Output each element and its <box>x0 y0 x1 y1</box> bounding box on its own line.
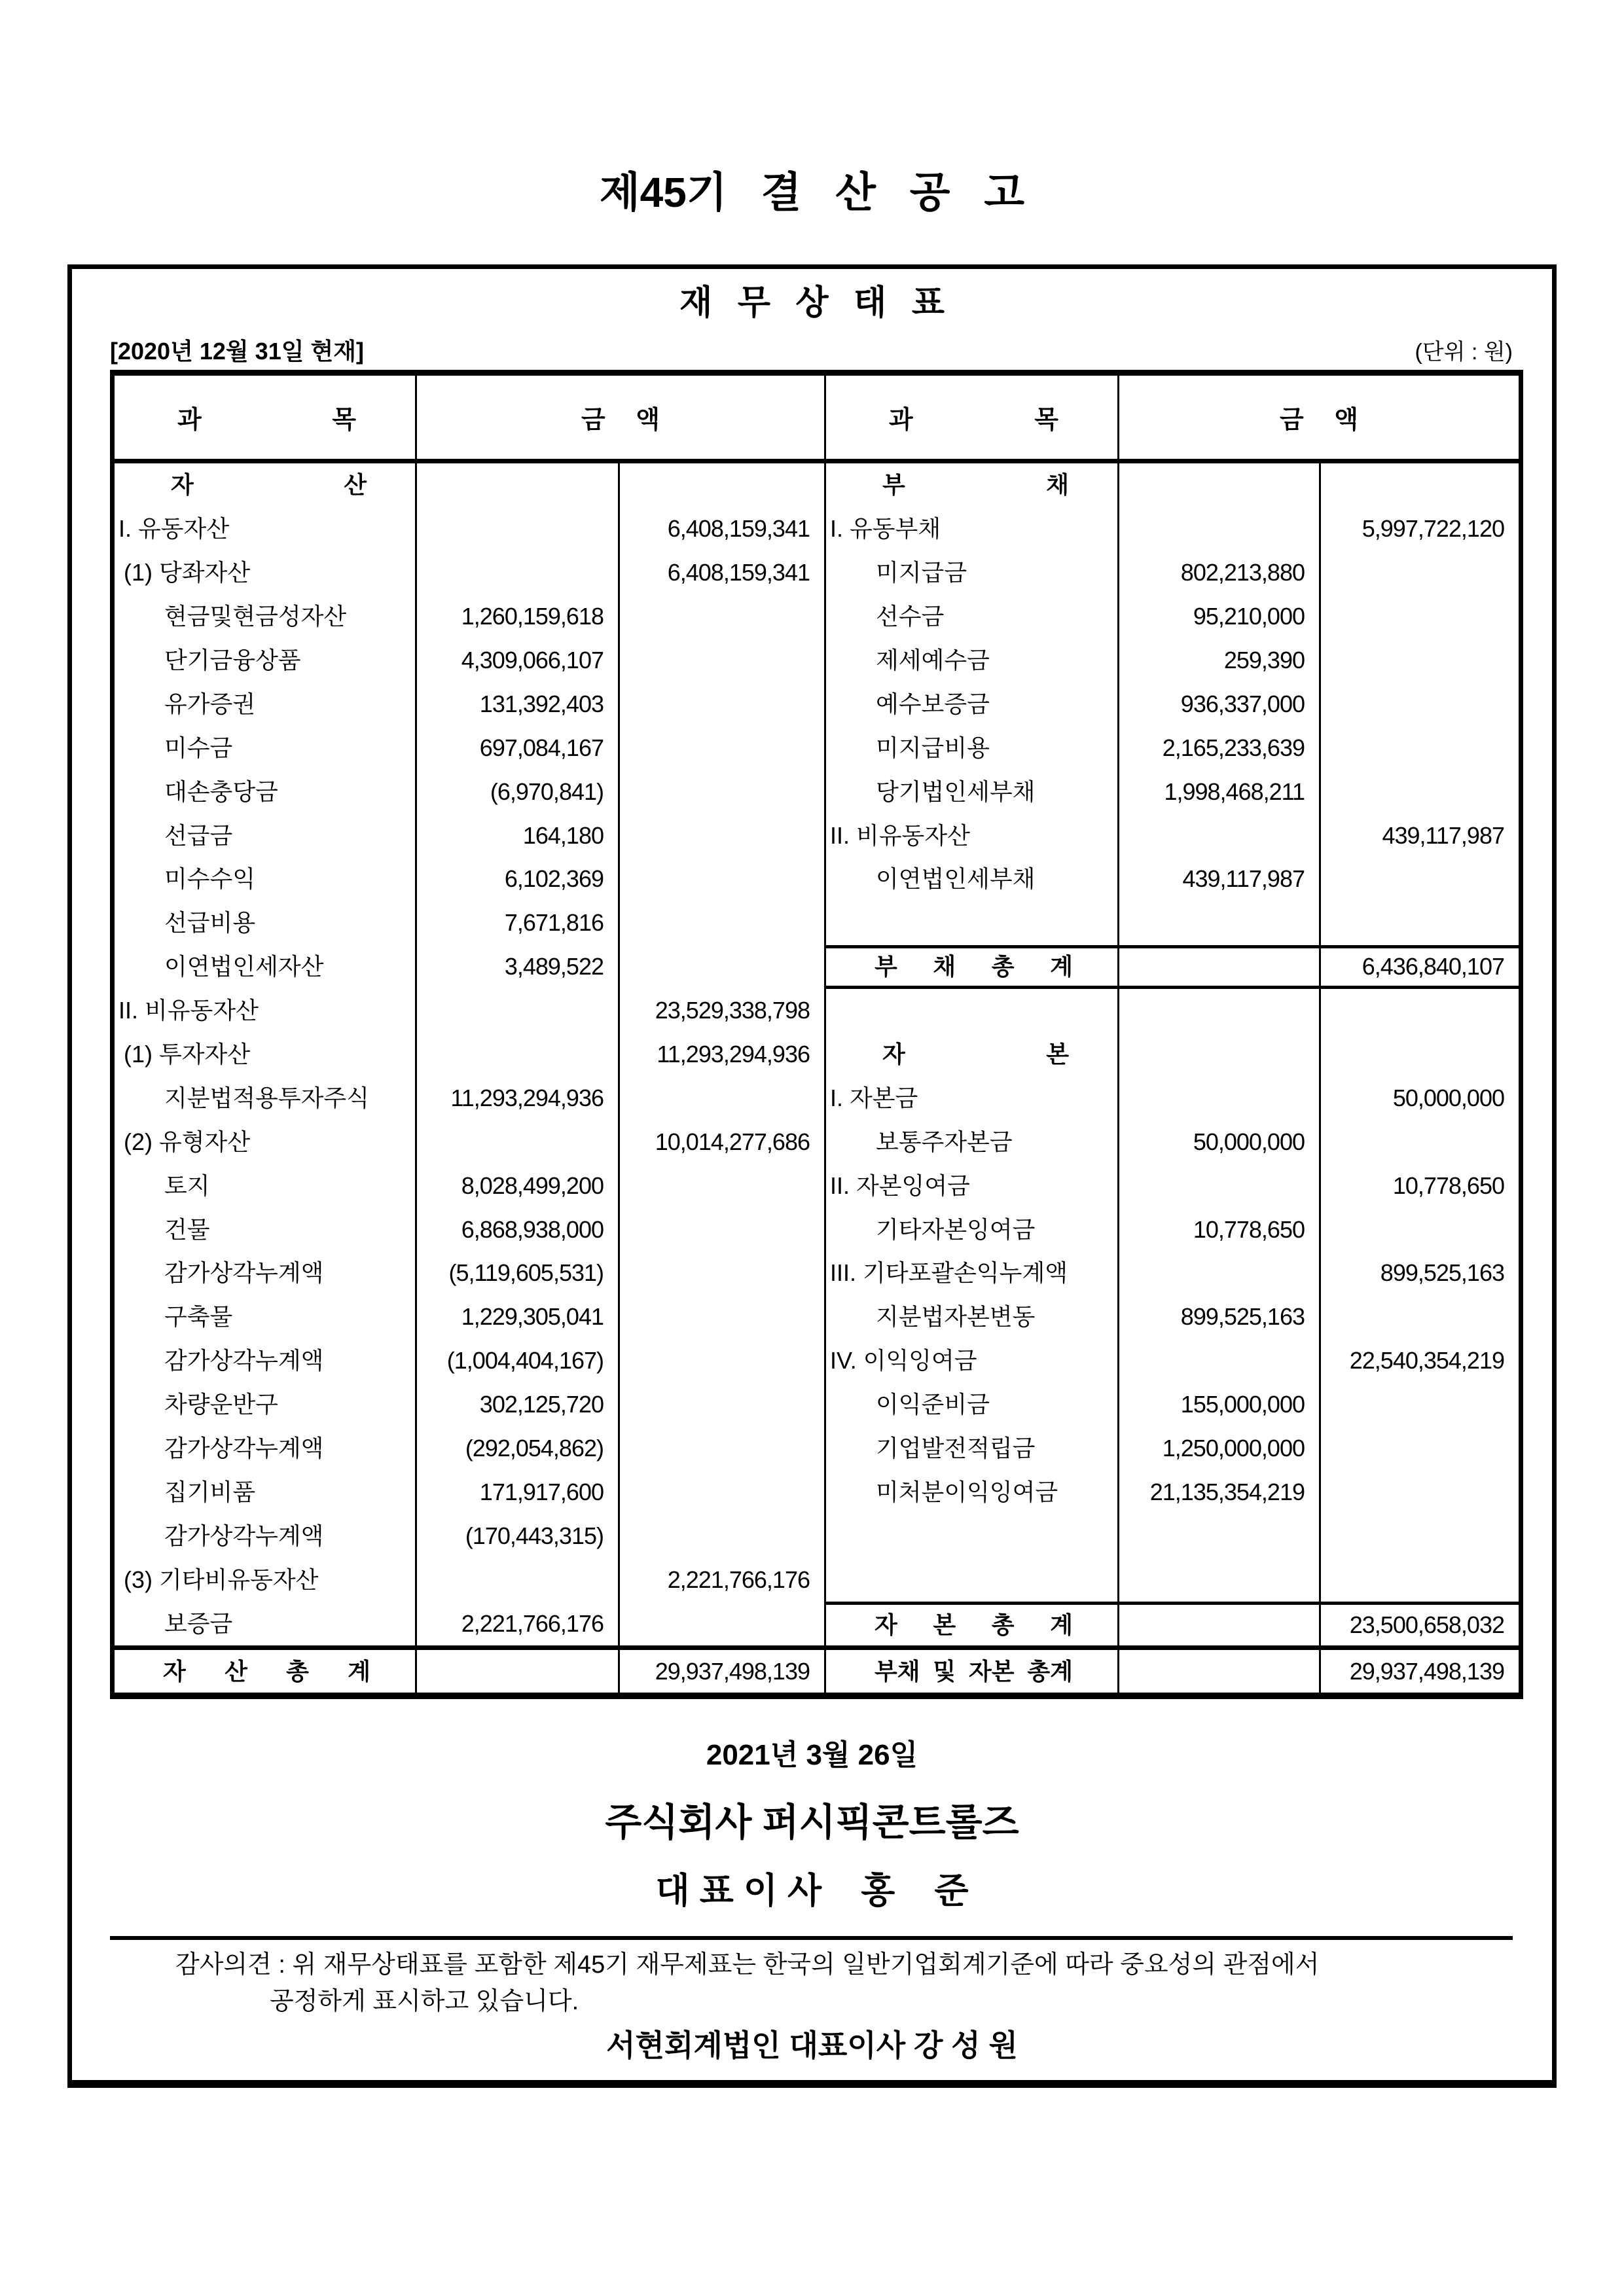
table-row <box>115 901 824 945</box>
amount-subtotal-cell: 5,997,722,120 <box>1362 515 1504 543</box>
amount-detail-cell <box>1119 1605 1321 1645</box>
amount-subtotal-cell: 6,408,159,341 <box>667 559 810 586</box>
amount-subtotal-cell <box>1321 1383 1519 1427</box>
amount-subtotal-cell <box>1321 1558 1519 1602</box>
amount-detail-cell: (5,119,605,531) <box>417 1251 620 1295</box>
item-cell: 기업발전적립금 <box>826 1427 1119 1471</box>
item-cell: 감가상각누계액 <box>115 1339 417 1383</box>
table-row <box>826 551 1519 595</box>
table-row <box>115 507 824 551</box>
table-row <box>826 1208 1519 1251</box>
amount-detail-cell <box>1119 463 1321 507</box>
table-row <box>115 726 824 770</box>
audit-opinion-line1: 감사의견 : 위 재무상태표를 포함한 제45기 재무제표는 한국의 일반기업회계기준에 따라 중요성의 관점에서 <box>175 1951 1320 1979</box>
amount-detail-cell: (6,970,841) <box>417 770 620 814</box>
amount-subtotal-cell: 439,117,987 <box>1382 821 1504 849</box>
table-row <box>826 1558 1519 1602</box>
table-row <box>826 639 1519 683</box>
table-row <box>826 945 1519 989</box>
table-row <box>826 770 1519 814</box>
item-cell <box>826 1514 1119 1558</box>
amount-detail-cell <box>1119 1339 1321 1383</box>
amount-detail-cell <box>417 551 620 595</box>
amount-detail-cell: 802,213,880 <box>1119 551 1321 595</box>
amount-subtotal-cell <box>1321 682 1519 726</box>
item-cell <box>826 989 1119 1033</box>
page-title: 제45기 결 산 공 고 <box>599 169 1025 216</box>
item-cell: 보통주자본금 <box>826 1120 1119 1164</box>
amount-detail-cell <box>1119 1514 1321 1558</box>
item-cell: 이연법인세자산 <box>115 945 417 989</box>
table-row <box>115 1470 824 1514</box>
table-row <box>115 639 824 683</box>
item-cell: 미수금 <box>115 726 417 770</box>
table-row <box>826 595 1519 639</box>
amount-detail-cell: 1,229,305,041 <box>417 1295 620 1339</box>
item-cell: 토지 <box>115 1164 417 1208</box>
item-cell: 이연법인세부채 <box>826 857 1119 901</box>
amount-detail-cell <box>1119 1033 1321 1077</box>
table-row <box>826 507 1519 551</box>
amount-detail-cell: (1,004,404,167) <box>417 1339 620 1383</box>
amount-subtotal-cell: 22,540,354,219 <box>1349 1347 1504 1374</box>
item-cell: 미지급금 <box>826 551 1119 595</box>
table-row <box>826 1164 1519 1208</box>
table-row <box>826 1295 1519 1339</box>
table-row <box>115 1120 824 1164</box>
table-row <box>826 1120 1519 1164</box>
item-cell: 선급비용 <box>115 901 417 945</box>
amount-detail-cell: 1,260,159,618 <box>417 595 620 639</box>
amount-subtotal-cell: 23,500,658,032 <box>1349 1611 1504 1639</box>
item-cell: 유가증권 <box>115 682 417 726</box>
table-row <box>826 1251 1519 1295</box>
table-row <box>826 1514 1519 1558</box>
amount-subtotal-cell <box>620 682 824 726</box>
amount-subtotal-cell <box>1321 770 1519 814</box>
table-row <box>826 901 1519 945</box>
table-row <box>115 1645 824 1693</box>
item-cell: IV. 이익잉여금 <box>826 1339 1119 1383</box>
item-cell: 현금및현금성자산 <box>115 595 417 639</box>
amount-subtotal-cell: 29,937,498,139 <box>655 1657 810 1685</box>
table-row <box>826 857 1519 901</box>
amount-subtotal-cell <box>1321 1295 1519 1339</box>
item-cell: (1) 투자자산 <box>115 1033 417 1077</box>
table-row <box>826 1383 1519 1427</box>
amount-detail-cell: 936,337,000 <box>1119 682 1321 726</box>
amount-subtotal-cell: 23,529,338,798 <box>655 997 810 1024</box>
as-of-date: [2020년 12월 31일 현재] <box>110 338 365 365</box>
meta-row <box>110 340 1513 363</box>
item-cell: 부 채 총 계 <box>826 948 1119 986</box>
amount-subtotal-cell <box>620 726 824 770</box>
item-cell: (3) 기타비유동자산 <box>115 1558 417 1602</box>
amount-subtotal-cell <box>620 1339 824 1383</box>
amount-detail-cell <box>417 507 620 551</box>
item-cell: 부 채 <box>826 463 1119 507</box>
amount-subtotal-cell: 10,778,650 <box>1392 1172 1504 1199</box>
amount-subtotal-cell <box>1321 726 1519 770</box>
table-row <box>115 1558 824 1602</box>
item-cell: I. 유동부채 <box>826 507 1119 551</box>
table-row <box>115 1383 824 1427</box>
liabilities-header-row <box>826 376 1519 463</box>
unit-note: (단위 : 원) <box>1415 340 1513 365</box>
amount-subtotal-cell: 6,436,840,107 <box>1362 953 1504 980</box>
amount-detail-cell: 164,180 <box>417 814 620 857</box>
amount-detail-cell: 4,309,066,107 <box>417 639 620 683</box>
amount-subtotal-cell <box>1321 989 1519 1033</box>
amount-detail-cell <box>1119 901 1321 945</box>
amount-detail-cell <box>1119 1558 1321 1602</box>
amount-subtotal-cell: 50,000,000 <box>1392 1084 1504 1111</box>
item-column-header: 과 목 <box>115 376 417 459</box>
item-cell: (1) 당좌자산 <box>115 551 417 595</box>
assets-table-half <box>115 376 826 1693</box>
item-cell: 기타자본잉여금 <box>826 1208 1119 1251</box>
item-cell: 단기금융상품 <box>115 639 417 683</box>
report-box <box>67 264 1557 2088</box>
amount-subtotal-cell <box>620 770 824 814</box>
table-row <box>115 989 824 1033</box>
item-cell: 자 산 <box>115 463 417 507</box>
amount-detail-cell: 1,998,468,211 <box>1119 770 1321 814</box>
amount-subtotal-cell <box>620 1251 824 1295</box>
item-cell: II. 자본잉여금 <box>826 1164 1119 1208</box>
item-cell: 당기법인세부채 <box>826 770 1119 814</box>
amount-subtotal-cell <box>620 901 824 945</box>
item-cell: I. 유동자산 <box>115 507 417 551</box>
item-cell: 선급금 <box>115 814 417 857</box>
amount-subtotal-cell <box>620 1427 824 1471</box>
table-row <box>115 682 824 726</box>
company-name: 주식회사 퍼시픽콘트롤즈 <box>605 1801 1019 1844</box>
amount-detail-cell <box>417 1650 620 1693</box>
item-cell: 감가상각누계액 <box>115 1251 417 1295</box>
amount-subtotal-cell <box>620 595 824 639</box>
item-cell: II. 비유동자산 <box>826 814 1119 857</box>
amount-subtotal-cell <box>620 1470 824 1514</box>
item-cell: 선수금 <box>826 595 1119 639</box>
amount-column-header: 금 액 <box>581 406 660 434</box>
table-row <box>115 595 824 639</box>
item-cell: 감가상각누계액 <box>115 1427 417 1471</box>
item-cell: II. 비유동자산 <box>115 989 417 1033</box>
amount-subtotal-cell <box>620 857 824 901</box>
amount-subtotal-cell <box>620 1602 824 1645</box>
amount-subtotal-cell: 29,937,498,139 <box>1349 1657 1504 1685</box>
item-cell: 제세예수금 <box>826 639 1119 683</box>
amount-detail-cell: 2,221,766,176 <box>417 1602 620 1645</box>
amount-column-header: 금 액 <box>1280 406 1358 434</box>
assets-rows <box>115 463 824 1693</box>
amount-detail-cell: 439,117,987 <box>1119 857 1321 901</box>
amount-subtotal-cell <box>1321 1470 1519 1514</box>
table-row <box>826 1470 1519 1514</box>
liabilities-equity-rows <box>826 463 1519 1693</box>
amount-detail-cell: 95,210,000 <box>1119 595 1321 639</box>
item-cell: 부채 및 자본 총계 <box>826 1650 1119 1693</box>
amount-detail-cell: 899,525,163 <box>1119 1295 1321 1339</box>
amount-subtotal-cell <box>1321 1427 1519 1471</box>
amount-detail-cell <box>1119 507 1321 551</box>
amount-detail-cell: 155,000,000 <box>1119 1383 1321 1427</box>
table-row <box>115 1164 824 1208</box>
table-row <box>115 770 824 814</box>
item-cell: 자 본 <box>826 1033 1119 1077</box>
amount-detail-cell <box>1119 1251 1321 1295</box>
item-cell: (2) 유형자산 <box>115 1120 417 1164</box>
item-cell: 예수보증금 <box>826 682 1119 726</box>
item-cell: 건물 <box>115 1208 417 1251</box>
table-row <box>826 1076 1519 1120</box>
table-row <box>826 1427 1519 1471</box>
auditor-signature: 서현회계법인 대표이사 강 성 원 <box>606 2028 1018 2062</box>
item-cell: 보증금 <box>115 1602 417 1645</box>
item-cell: 미수수익 <box>115 857 417 901</box>
footer-divider <box>110 1936 1513 1940</box>
amount-detail-cell: 171,917,600 <box>417 1470 620 1514</box>
amount-subtotal-cell <box>620 1076 824 1120</box>
amount-detail-cell: 1,250,000,000 <box>1119 1427 1321 1471</box>
amount-detail-cell: 3,489,522 <box>417 945 620 989</box>
amount-subtotal-cell <box>620 1208 824 1251</box>
balance-sheet-table <box>110 370 1523 1699</box>
table-row <box>115 1339 824 1383</box>
amount-detail-cell: 10,778,650 <box>1119 1208 1321 1251</box>
amount-subtotal-cell <box>620 1164 824 1208</box>
amount-detail-cell <box>417 1120 620 1164</box>
item-cell: 자 산 총 계 <box>115 1650 417 1693</box>
table-row <box>115 1427 824 1471</box>
item-column-header: 과 목 <box>826 376 1119 459</box>
amount-subtotal-cell <box>620 945 824 989</box>
amount-subtotal-cell <box>1321 639 1519 683</box>
item-cell: 이익준비금 <box>826 1383 1119 1427</box>
amount-subtotal-cell: 6,408,159,341 <box>667 515 810 543</box>
amount-detail-cell <box>1119 989 1321 1033</box>
item-cell: 차량운반구 <box>115 1383 417 1427</box>
amount-detail-cell: 2,165,233,639 <box>1119 726 1321 770</box>
amount-detail-cell <box>417 1558 620 1602</box>
amount-detail-cell <box>1119 948 1321 986</box>
table-row <box>115 945 824 989</box>
amount-detail-cell: 6,102,369 <box>417 857 620 901</box>
table-row <box>115 551 824 595</box>
amount-subtotal-cell <box>1321 463 1519 507</box>
amount-detail-cell: 7,671,816 <box>417 901 620 945</box>
item-cell: 구축물 <box>115 1295 417 1339</box>
assets-header-row <box>115 376 824 463</box>
item-cell <box>826 1558 1119 1602</box>
amount-detail-cell: 8,028,499,200 <box>417 1164 620 1208</box>
item-cell: 감가상각누계액 <box>115 1514 417 1558</box>
amount-detail-cell: 50,000,000 <box>1119 1120 1321 1164</box>
table-row <box>115 1033 824 1077</box>
amount-detail-cell <box>417 463 620 507</box>
item-cell: I. 자본금 <box>826 1076 1119 1120</box>
table-row <box>115 857 824 901</box>
amount-detail-cell: 11,293,294,936 <box>417 1076 620 1120</box>
amount-detail-cell: 259,390 <box>1119 639 1321 683</box>
amount-detail-cell <box>1119 1076 1321 1120</box>
amount-subtotal-cell <box>1321 595 1519 639</box>
ceo-signature: 대 표 이 사 홍 준 <box>655 1871 969 1911</box>
amount-subtotal-cell <box>1321 857 1519 901</box>
item-cell: 미처분이익잉여금 <box>826 1470 1119 1514</box>
statement-title: 재 무 상 태 표 <box>679 284 945 322</box>
amount-detail-cell <box>1119 1650 1321 1693</box>
item-cell: 대손충당금 <box>115 770 417 814</box>
table-row <box>826 1645 1519 1693</box>
amount-subtotal-cell <box>1321 551 1519 595</box>
table-row <box>115 1251 824 1295</box>
item-cell: 미지급비용 <box>826 726 1119 770</box>
amount-subtotal-cell <box>620 1295 824 1339</box>
amount-subtotal-cell <box>1321 901 1519 945</box>
amount-subtotal-cell: 10,014,277,686 <box>655 1128 810 1155</box>
amount-detail-cell: (292,054,862) <box>417 1427 620 1471</box>
amount-detail-cell: 697,084,167 <box>417 726 620 770</box>
amount-subtotal-cell: 899,525,163 <box>1380 1259 1504 1287</box>
amount-subtotal-cell: 11,293,294,936 <box>657 1041 810 1068</box>
amount-subtotal-cell <box>1321 1208 1519 1251</box>
table-row <box>826 989 1519 1033</box>
report-date: 2021년 3월 26일 <box>706 1739 918 1772</box>
amount-detail-cell: 6,868,938,000 <box>417 1208 620 1251</box>
amount-subtotal-cell <box>1321 1033 1519 1077</box>
table-row <box>826 1602 1519 1645</box>
table-row <box>115 1076 824 1120</box>
table-row <box>826 682 1519 726</box>
amount-subtotal-cell <box>620 639 824 683</box>
amount-detail-cell: 21,135,354,219 <box>1119 1470 1321 1514</box>
table-row <box>826 463 1519 507</box>
item-cell: 집기비품 <box>115 1470 417 1514</box>
table-row <box>826 1033 1519 1077</box>
item-cell: III. 기타포괄손익누계액 <box>826 1251 1119 1295</box>
amount-subtotal-cell: 2,221,766,176 <box>667 1566 810 1593</box>
liabilities-equity-table-half <box>826 376 1519 1693</box>
amount-detail-cell <box>1119 1164 1321 1208</box>
amount-detail-cell <box>417 1033 620 1077</box>
table-row <box>115 1602 824 1645</box>
item-cell: 지분법자본변동 <box>826 1295 1119 1339</box>
amount-detail-cell: (170,443,315) <box>417 1514 620 1558</box>
amount-subtotal-cell <box>1321 1514 1519 1558</box>
table-row <box>826 814 1519 857</box>
item-cell: 지분법적용투자주식 <box>115 1076 417 1120</box>
amount-detail-cell <box>1119 814 1321 857</box>
table-row <box>115 1208 824 1251</box>
table-row <box>826 726 1519 770</box>
table-row <box>115 1295 824 1339</box>
item-cell <box>826 901 1119 945</box>
amount-detail-cell: 131,392,403 <box>417 682 620 726</box>
amount-subtotal-cell <box>620 1383 824 1427</box>
amount-subtotal-cell <box>620 463 824 507</box>
amount-subtotal-cell <box>1321 1120 1519 1164</box>
amount-detail-cell <box>417 989 620 1033</box>
item-cell: 자 본 총 계 <box>826 1605 1119 1645</box>
table-row <box>115 814 824 857</box>
table-row <box>115 1514 824 1558</box>
audit-opinion-line2: 공정하게 표시하고 있습니다. <box>270 1987 579 2015</box>
amount-subtotal-cell <box>620 1514 824 1558</box>
amount-subtotal-cell <box>620 814 824 857</box>
table-row <box>115 463 824 507</box>
table-row <box>826 1339 1519 1383</box>
amount-detail-cell: 302,125,720 <box>417 1383 620 1427</box>
